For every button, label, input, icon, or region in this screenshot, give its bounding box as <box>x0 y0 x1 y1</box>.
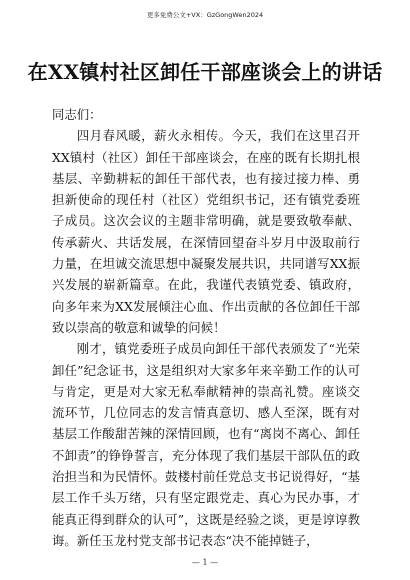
salutation: 同志们： <box>52 107 102 122</box>
page-number: — 1 — <box>191 558 219 567</box>
paragraph-1: 四月春风暖，薪火永相传。今天，我们在这里召开XX镇村（社区）卸任干部座谈会，在座的既有长期扎根基层、辛勤耕耘的卸任干部代表，也有接过接力棒、勇担新使命的现任村（社区）党组织书记，还有镇党委班子成员。这次会议的主题非常明确，就是要致敬奉献、传承薪火、共话发展，在深情回望奋斗岁月中汲取前行力量，在坦诚交流思想中凝聚发展共识，共同谱写XX振兴发展的崭新篇章。在此，我谨代表镇党委、镇政府，向多年来为XX发展倾注心血、作出贡献的各位卸任干部致以崇高的敬意和诚挚的问候！ <box>52 128 360 335</box>
document-title: 在XX镇村社区卸任干部座谈会上的讲话 <box>27 60 383 84</box>
paragraph-2: 刚才，镇党委班子成员向卸任干部代表颁发了“光荣卸任”纪念证书，这是组织对大家多年来辛勤工作的认可与肯定，更是对大家无私奉献精神的崇高礼赞。座谈交流环节，几位同志的发言情真意切、感人至深，既有对基层工作酸甜苦辣的深情回顾，也有“离岗不离心、卸任不卸责”的铮铮誓言，充分体现了我们基层干部队伍的政治担当和为民情怀。鼓楼村前任党总支书记说得好，“基层工作千头万绪，只有坚定跟党走、真心为民办事，才能真正得到群众的认可”，这既是经验之谈，更是谆谆教诲。新任玉龙村党支部书记表态“决不能掉链子， <box>52 341 360 548</box>
header-note: 更多免费公文+VX：GzGongWen2024 <box>146 11 264 19</box>
document-body <box>52 104 360 551</box>
